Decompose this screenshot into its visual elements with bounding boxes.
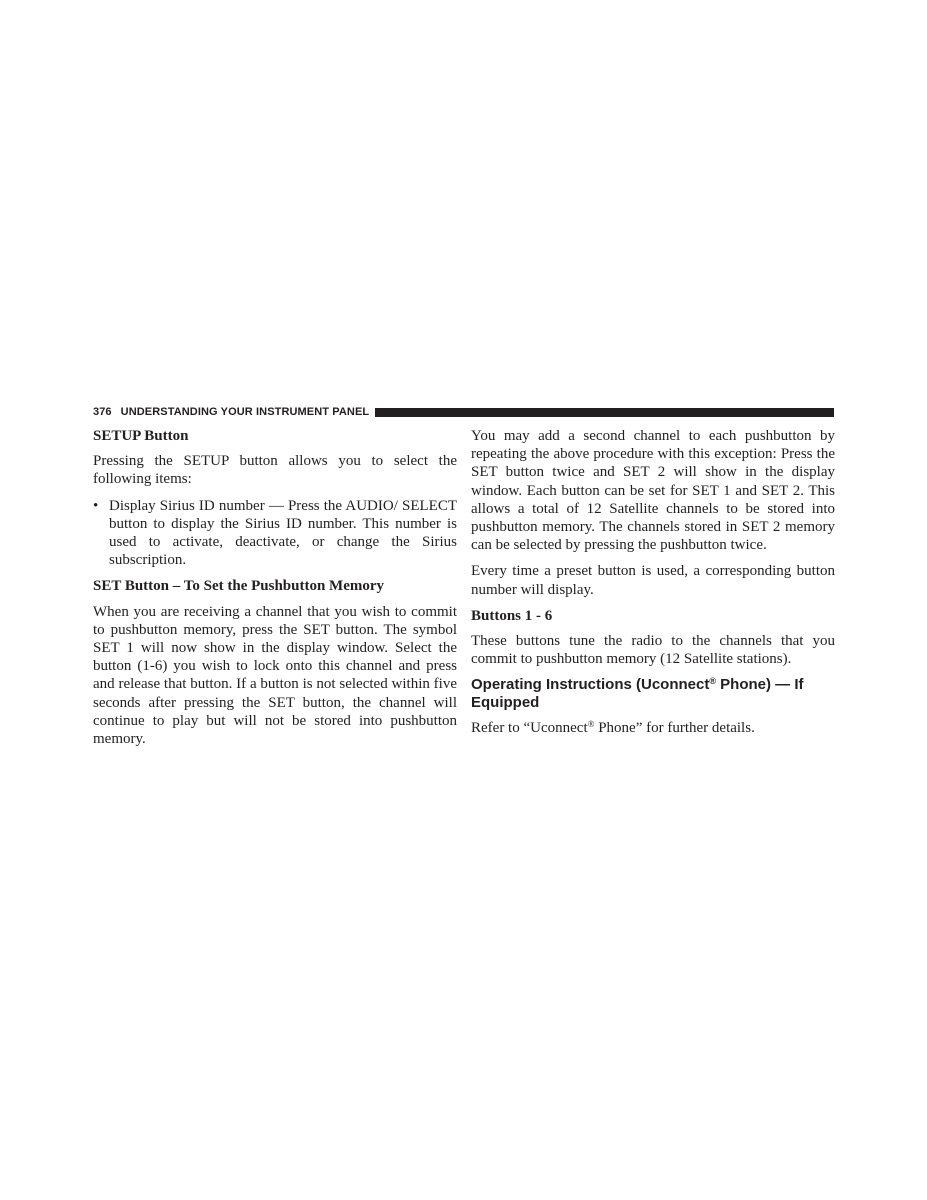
setup-intro-paragraph: Pressing the SETUP button allows you to select the following items: [93, 453, 457, 488]
buttons-paragraph: These buttons tune the radio to the channels that you commit to pushbutton memory (12 Satellite stations). [471, 633, 835, 668]
refer-paragraph [471, 719, 835, 737]
left-column [93, 427, 457, 756]
list-item [93, 497, 457, 570]
uconnect-heading-part-1: Operating Instructions (Uconnect [471, 676, 710, 694]
page-header [93, 406, 834, 419]
section-title: UNDERSTANDING YOUR INSTRUMENT PANEL [120, 406, 370, 418]
second-channel-paragraph: You may add a second channel to each pushbutton by repeating the above procedure with this exception: Press the SET button twice and SET 2 will show in the display window. Each button can be set for SET 1 and SET 2. This allows a total of 12 Satellite channels to be stored into pushbutton memory. The channels stored in SET 2 memory can be selected by pressing the pushbutton twice. [471, 428, 835, 554]
refer-part-2: Phone” for further details. [594, 720, 755, 737]
refer-part-1: Refer to “Uconnect [471, 720, 588, 737]
preset-paragraph: Every time a preset button is used, a corresponding button number will display. [471, 563, 835, 598]
registered-mark: ® [587, 719, 595, 730]
registered-mark: ® [709, 676, 716, 687]
bullet-marker: • [93, 497, 99, 514]
setup-button-heading: SETUP Button [93, 428, 189, 444]
header-rule [375, 408, 834, 417]
page-number: 376 [93, 406, 112, 418]
buttons-heading: Buttons 1 - 6 [471, 607, 553, 624]
sirius-id-bullet-text: Display Sirius ID number — Press the AUDIO/ SELECT button to display the Sirius ID number. This number is used to activate, deactivate, or change the Sirius subscription. [109, 497, 457, 569]
set-button-heading: SET Button – To Set the Pushbutton Memory [93, 578, 385, 595]
right-column [471, 427, 835, 746]
uconnect-heading-part-2: Phone) — If Equipped [471, 676, 804, 712]
set-button-paragraph: When you are receiving a channel that you wish to commit to pushbutton memory, press the SET button. The symbol SET 1 will now show in the display window. Select the button (1-6) you wish to lock onto this channel and press and release that button. If a button is not selected within five seconds after pressing the SET button, the channel will continue to play but will not be stored into pushbutton memory. [93, 603, 457, 748]
uconnect-heading [471, 676, 835, 712]
